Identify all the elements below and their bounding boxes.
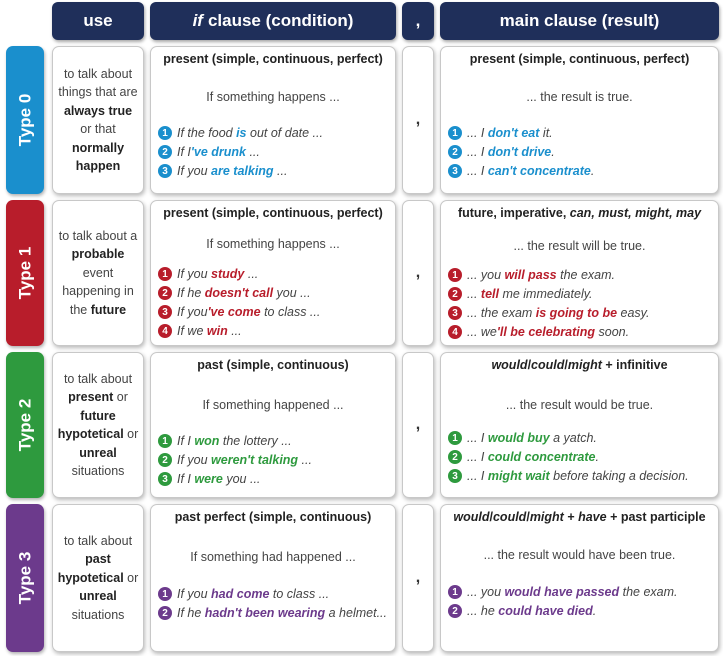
- number-badge: 1: [158, 434, 172, 448]
- key-phrase: were: [194, 472, 223, 486]
- key-phrase: are talking: [211, 164, 274, 178]
- example-text: [467, 323, 629, 342]
- text-run: soon.: [595, 325, 630, 339]
- text-run: If you: [177, 587, 212, 601]
- example-text: [467, 429, 597, 448]
- text-run: present (simple, continuous, perfect): [163, 206, 383, 220]
- text-run: If the food: [177, 126, 237, 140]
- key-phrase: could have died: [498, 604, 593, 618]
- type-2-comma: ,: [415, 416, 421, 433]
- type-0-if-title: [151, 52, 395, 66]
- text-run: true: [108, 103, 133, 118]
- key-phrase: would buy: [487, 431, 550, 445]
- text-run: a helmet...: [325, 606, 387, 620]
- text-run: ... I: [467, 164, 488, 178]
- text-run: ... I: [467, 450, 488, 464]
- example-row: [448, 467, 712, 486]
- type-2-comma-cell: [402, 352, 434, 498]
- text-run: .: [551, 145, 555, 159]
- key-phrase: hadn't been wearing: [204, 606, 326, 620]
- number-badge: 1: [448, 585, 462, 599]
- text-run: /: [527, 358, 532, 372]
- text-run: past hypotetical: [57, 552, 124, 585]
- text-run: normally happen: [71, 140, 125, 173]
- number-badge: 4: [448, 325, 462, 339]
- text-run: If I: [177, 472, 195, 486]
- number-badge: 1: [158, 126, 172, 140]
- header-comma: [402, 2, 434, 40]
- number-badge: 2: [448, 287, 462, 301]
- text-run: If you: [177, 453, 212, 467]
- text-run: have: [578, 510, 607, 524]
- type-2-label: Type 2: [15, 398, 34, 452]
- type-2-main-title: [441, 358, 718, 372]
- text-run: you ...: [222, 472, 261, 486]
- example-text: [177, 162, 287, 181]
- text-run: situations: [71, 607, 125, 622]
- number-badge: 1: [448, 268, 462, 282]
- type-2-main-examples: [448, 429, 712, 486]
- text-run: past (simple, continuous): [197, 358, 349, 372]
- type-0-if-generic: If something happens ...: [206, 90, 340, 104]
- example-text: [177, 604, 387, 623]
- header-use-label: use: [83, 11, 113, 30]
- text-run: .: [590, 164, 595, 178]
- text-run: ...: [298, 453, 312, 467]
- type-0-comma: ,: [415, 111, 421, 128]
- type-0-if-examples: [158, 124, 389, 181]
- key-phrase: 'll be celebrating: [496, 325, 596, 339]
- text-run: before taking a decision.: [549, 469, 689, 483]
- text-run: it.: [539, 126, 553, 140]
- type-2-main-generic: ... the result would be true.: [505, 398, 654, 412]
- type-3-if-examples: [158, 585, 389, 623]
- header-comma-label: ,: [415, 11, 421, 30]
- example-row: [448, 266, 712, 285]
- type-3-if-title: [151, 510, 395, 524]
- example-row: [158, 303, 389, 322]
- example-text: [467, 448, 599, 467]
- key-phrase: is: [236, 126, 247, 140]
- text-run: ... I: [467, 126, 488, 140]
- text-run: or that: [80, 122, 116, 136]
- text-run: always: [63, 103, 105, 118]
- key-phrase: would have passed: [504, 585, 620, 599]
- example-row: [448, 602, 712, 621]
- text-run: out of date ...: [246, 126, 323, 140]
- text-run: a yatch.: [549, 431, 597, 445]
- key-phrase: study: [211, 267, 245, 281]
- number-badge: 2: [158, 606, 172, 620]
- text-run: you ...: [273, 286, 311, 300]
- type-1-use-text: [57, 227, 139, 320]
- type-1-tab: [6, 200, 44, 346]
- number-badge: 3: [448, 164, 462, 178]
- number-badge: 3: [158, 305, 172, 319]
- text-run: /: [526, 510, 530, 524]
- number-badge: 1: [448, 126, 462, 140]
- text-run: ... you: [467, 585, 505, 599]
- example-row: [158, 124, 389, 143]
- type-1-if-title: [151, 206, 395, 220]
- header-if-rest: clause (condition): [207, 11, 354, 30]
- key-phrase: is going to be: [535, 306, 618, 320]
- text-run: ... you: [467, 268, 505, 282]
- text-run: + infinitive: [601, 358, 668, 372]
- example-text: [177, 470, 260, 489]
- number-badge: 1: [158, 587, 172, 601]
- type-2-use-cell: [52, 352, 144, 498]
- type-2-if-cell: [150, 352, 396, 498]
- type-3-comma: ,: [415, 569, 421, 586]
- example-text: [467, 285, 593, 304]
- text-run: ...: [273, 164, 288, 178]
- key-phrase: could concentrate: [487, 450, 596, 464]
- type-3-if-cell: [150, 504, 396, 652]
- text-run: or: [123, 570, 139, 585]
- text-run: me immediately.: [498, 287, 593, 301]
- example-text: [467, 124, 553, 143]
- text-run: ...: [227, 324, 242, 338]
- text-run: future hypotetical: [57, 408, 124, 441]
- header-if-word: if: [192, 11, 203, 30]
- text-run: ...: [244, 267, 259, 281]
- text-run: /: [489, 510, 493, 524]
- type-0-comma-cell: [402, 46, 434, 194]
- number-badge: 3: [158, 164, 172, 178]
- example-text: [177, 451, 312, 470]
- type-3-use-text: [57, 532, 139, 625]
- example-row: [158, 284, 389, 303]
- example-text: [467, 583, 678, 602]
- key-phrase: can't concentrate: [487, 164, 591, 178]
- type-1-if-examples: [158, 265, 389, 341]
- example-text: [177, 585, 329, 604]
- text-run: present (simple, continuous, perfect): [163, 52, 383, 66]
- text-run: event happening in the: [62, 265, 134, 317]
- type-1-label: Type 1: [15, 246, 34, 300]
- text-run: to talk about: [63, 371, 133, 386]
- type-3-label: Type 3: [15, 551, 34, 605]
- example-row: [448, 323, 712, 342]
- text-run: If I: [177, 145, 191, 159]
- key-phrase: will pass: [504, 268, 557, 282]
- header-main-clause: [440, 2, 719, 40]
- text-run: If he: [177, 606, 205, 620]
- text-run: easy.: [617, 306, 650, 320]
- text-run: past perfect (simple, continuous): [174, 510, 372, 524]
- text-run: ... I: [467, 145, 488, 159]
- example-row: [158, 322, 389, 341]
- type-2-if-examples: [158, 432, 389, 489]
- key-phrase: might wait: [487, 469, 550, 483]
- key-phrase: don't eat: [487, 126, 540, 140]
- type-2-use-text: [57, 370, 139, 481]
- example-row: [158, 143, 389, 162]
- example-row: [448, 448, 712, 467]
- type-3-if-generic: If something had happened ...: [190, 550, 356, 564]
- example-text: [467, 467, 689, 486]
- text-run: probable: [71, 247, 125, 262]
- example-text: [177, 432, 292, 451]
- type-0-main-cell: [440, 46, 719, 194]
- example-text: [467, 602, 596, 621]
- text-run: If you: [177, 164, 212, 178]
- text-run: would: [453, 510, 490, 524]
- type-0-tab: [6, 46, 44, 194]
- type-1-main-title: [441, 206, 718, 220]
- type-1-main-generic: ... the result will be true.: [513, 239, 646, 253]
- type-2-if-generic: If something happened ...: [202, 398, 344, 412]
- example-text: [467, 143, 555, 162]
- example-text: [467, 266, 615, 285]
- text-run: ... we: [467, 325, 497, 339]
- number-badge: 1: [158, 267, 172, 281]
- type-3-main-examples: [448, 583, 712, 621]
- type-3-main-generic: ... the result would have been true.: [483, 548, 676, 562]
- text-run: would: [491, 358, 528, 372]
- example-row: [448, 304, 712, 323]
- type-0-if-cell: [150, 46, 396, 194]
- text-run: present: [68, 390, 114, 404]
- text-run: ... I: [467, 431, 488, 445]
- type-2-tab: [6, 352, 44, 498]
- text-run: unreal: [79, 445, 117, 460]
- example-row: [158, 265, 389, 284]
- number-badge: 2: [448, 145, 462, 159]
- key-phrase: had come: [211, 587, 270, 601]
- key-phrase: doesn't call: [204, 286, 274, 300]
- type-1-use-cell: [52, 200, 144, 346]
- number-badge: 3: [158, 472, 172, 486]
- example-row: [448, 429, 712, 448]
- type-3-tab: [6, 504, 44, 652]
- key-phrase: won: [194, 434, 220, 448]
- type-1-comma-cell: [402, 200, 434, 346]
- text-run: If I: [177, 434, 195, 448]
- text-run: + past participle: [606, 510, 706, 524]
- text-run: might: [529, 510, 564, 524]
- example-text: [177, 124, 323, 143]
- text-run: ...: [467, 287, 481, 301]
- text-run: to class ...: [269, 587, 330, 601]
- type-3-main-title: [441, 510, 718, 524]
- number-badge: 2: [158, 453, 172, 467]
- type-0-main-title: [441, 52, 718, 66]
- type-1-if-generic: If something happens ...: [206, 237, 340, 251]
- key-phrase: 've drunk: [190, 145, 246, 159]
- text-run: ... I: [467, 469, 488, 483]
- example-row: [448, 162, 712, 181]
- type-0-main-examples: [448, 124, 712, 181]
- text-run: the lottery ...: [219, 434, 292, 448]
- key-phrase: win: [206, 324, 228, 338]
- type-3-main-cell: [440, 504, 719, 652]
- text-run: If he: [177, 286, 205, 300]
- text-run: ... the exam: [467, 306, 536, 320]
- text-run: ...: [245, 145, 260, 159]
- type-1-if-cell: [150, 200, 396, 346]
- text-run: +: [563, 510, 579, 524]
- text-run: to class ...: [260, 305, 321, 319]
- number-badge: 2: [448, 604, 462, 618]
- example-text: [177, 284, 311, 303]
- header-main-label: main clause (result): [499, 11, 660, 30]
- text-run: to talk about a: [58, 228, 138, 243]
- key-phrase: 've come: [207, 305, 261, 319]
- text-run: future: [90, 302, 127, 317]
- example-row: [158, 451, 389, 470]
- example-row: [158, 604, 389, 623]
- example-text: [177, 143, 260, 162]
- text-run: the exam.: [556, 268, 616, 282]
- text-run: or: [113, 390, 128, 404]
- example-row: [158, 585, 389, 604]
- text-run: .: [595, 450, 599, 464]
- example-text: [177, 322, 242, 341]
- example-row: [158, 162, 389, 181]
- type-3-comma-cell: [402, 504, 434, 652]
- header-use: [52, 2, 144, 40]
- text-run: /: [564, 358, 568, 372]
- example-text: [467, 304, 649, 323]
- header-if-clause: [150, 2, 396, 40]
- number-badge: 3: [448, 469, 462, 483]
- example-text: [467, 162, 594, 181]
- key-phrase: weren't talking: [211, 453, 299, 467]
- type-1-main-cell: [440, 200, 719, 346]
- text-run: can, must, might, may: [569, 206, 702, 220]
- example-row: [158, 432, 389, 451]
- text-run: If you: [177, 267, 212, 281]
- text-run: future, imperative,: [457, 206, 570, 220]
- type-2-if-title: [151, 358, 395, 372]
- example-row: [448, 583, 712, 602]
- text-run: could: [492, 510, 527, 524]
- text-run: to talk about things that are: [58, 66, 138, 99]
- number-badge: 4: [158, 324, 172, 338]
- example-row: [158, 470, 389, 489]
- text-run: the exam.: [619, 585, 678, 599]
- text-run: ... he: [467, 604, 499, 618]
- number-badge: 1: [448, 431, 462, 445]
- text-run: or: [123, 427, 139, 441]
- type-1-main-examples: [448, 266, 712, 342]
- example-text: [177, 303, 320, 322]
- type-1-comma: ,: [415, 264, 421, 281]
- text-run: If you: [177, 305, 208, 319]
- text-run: If we: [177, 324, 207, 338]
- text-run: present (simple, continuous, perfect): [469, 52, 690, 66]
- type-0-use-cell: [52, 46, 144, 194]
- type-0-main-generic: ... the result is true.: [526, 90, 633, 104]
- text-run: situations: [71, 464, 125, 478]
- example-row: [448, 124, 712, 143]
- example-row: [448, 285, 712, 304]
- text-run: to talk about: [63, 533, 133, 548]
- type-0-label: Type 0: [15, 93, 34, 147]
- number-badge: 2: [158, 145, 172, 159]
- type-0-use-text: [57, 65, 139, 176]
- key-phrase: tell: [480, 287, 499, 301]
- text-run: might: [567, 358, 602, 372]
- type-2-main-cell: [440, 352, 719, 498]
- type-3-use-cell: [52, 504, 144, 652]
- example-text: [177, 265, 258, 284]
- key-phrase: don't drive: [487, 145, 552, 159]
- text-run: .: [592, 604, 597, 618]
- text-run: unreal: [79, 589, 117, 604]
- number-badge: 3: [448, 306, 462, 320]
- number-badge: 2: [158, 286, 172, 300]
- text-run: could: [531, 358, 565, 372]
- example-row: [448, 143, 712, 162]
- number-badge: 2: [448, 450, 462, 464]
